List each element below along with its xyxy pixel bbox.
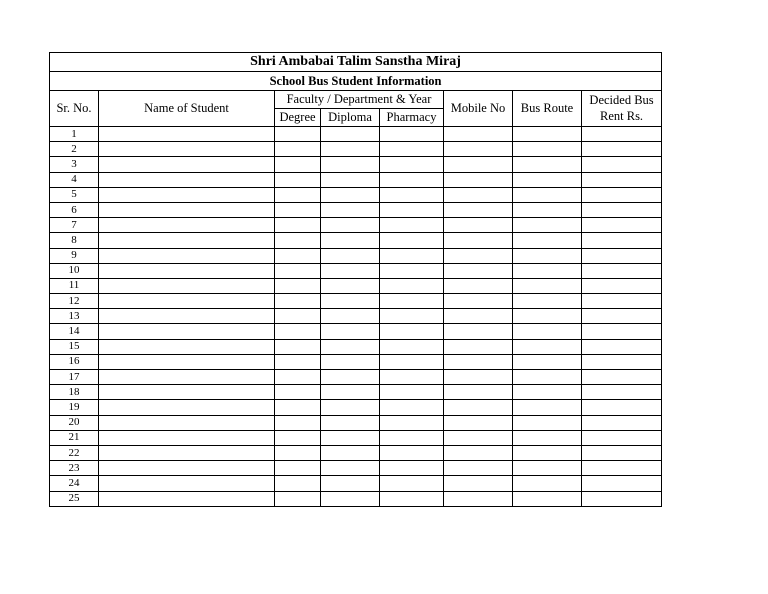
name-cell[interactable]	[99, 248, 275, 263]
rent-cell[interactable]	[582, 127, 662, 142]
pharmacy-cell[interactable]	[380, 248, 444, 263]
table-row	[50, 202, 662, 217]
diploma-cell[interactable]	[321, 400, 380, 415]
header-sr-no: Sr. No.	[50, 91, 99, 127]
table-row	[50, 309, 662, 324]
mobile-cell[interactable]	[444, 157, 513, 172]
mobile-cell[interactable]	[444, 233, 513, 248]
degree-cell[interactable]	[275, 491, 321, 506]
table-row	[50, 370, 662, 385]
name-cell[interactable]	[99, 339, 275, 354]
pharmacy-cell[interactable]	[380, 476, 444, 491]
mobile-cell[interactable]	[444, 385, 513, 400]
name-cell[interactable]	[99, 233, 275, 248]
rent-cell[interactable]	[582, 142, 662, 157]
rent-cell[interactable]	[582, 370, 662, 385]
header-bus-rent: Decided Bus Rent Rs.	[582, 91, 662, 127]
diploma-cell[interactable]	[321, 324, 380, 339]
degree-cell[interactable]	[275, 218, 321, 233]
rent-cell[interactable]	[582, 172, 662, 187]
pharmacy-cell[interactable]	[380, 172, 444, 187]
sr-no-cell: 11	[50, 278, 99, 293]
name-cell[interactable]	[99, 218, 275, 233]
rent-cell[interactable]	[582, 415, 662, 430]
route-cell[interactable]	[513, 445, 582, 460]
name-cell[interactable]	[99, 309, 275, 324]
diploma-cell[interactable]	[321, 127, 380, 142]
route-cell[interactable]	[513, 309, 582, 324]
degree-cell[interactable]	[275, 370, 321, 385]
table-row	[50, 476, 662, 491]
mobile-cell[interactable]	[444, 430, 513, 445]
mobile-cell[interactable]	[444, 202, 513, 217]
name-cell[interactable]	[99, 142, 275, 157]
pharmacy-cell[interactable]	[380, 339, 444, 354]
table-row	[50, 385, 662, 400]
sr-no-cell: 23	[50, 461, 99, 476]
rent-cell[interactable]	[582, 233, 662, 248]
name-cell[interactable]	[99, 127, 275, 142]
pharmacy-cell[interactable]	[380, 430, 444, 445]
route-cell[interactable]	[513, 218, 582, 233]
route-cell[interactable]	[513, 202, 582, 217]
name-cell[interactable]	[99, 445, 275, 460]
pharmacy-cell[interactable]	[380, 294, 444, 309]
degree-cell[interactable]	[275, 461, 321, 476]
diploma-cell[interactable]	[321, 309, 380, 324]
table-row	[50, 233, 662, 248]
pharmacy-cell[interactable]	[380, 491, 444, 506]
name-cell[interactable]	[99, 491, 275, 506]
sr-no-cell: 13	[50, 309, 99, 324]
rent-cell[interactable]	[582, 354, 662, 369]
table-row	[50, 445, 662, 460]
diploma-cell[interactable]	[321, 202, 380, 217]
table-row	[50, 415, 662, 430]
sr-no-cell: 25	[50, 491, 99, 506]
degree-cell[interactable]	[275, 142, 321, 157]
pharmacy-cell[interactable]	[380, 142, 444, 157]
route-cell[interactable]	[513, 491, 582, 506]
diploma-cell[interactable]	[321, 233, 380, 248]
rent-cell[interactable]	[582, 491, 662, 506]
header-mobile-no: Mobile No	[444, 91, 513, 127]
diploma-cell[interactable]	[321, 218, 380, 233]
mobile-cell[interactable]	[444, 445, 513, 460]
student-info-table	[49, 52, 662, 507]
mobile-cell[interactable]	[444, 461, 513, 476]
route-cell[interactable]	[513, 476, 582, 491]
mobile-cell[interactable]	[444, 476, 513, 491]
table-row	[50, 339, 662, 354]
mobile-cell[interactable]	[444, 278, 513, 293]
route-cell[interactable]	[513, 354, 582, 369]
mobile-cell[interactable]	[444, 127, 513, 142]
pharmacy-cell[interactable]	[380, 324, 444, 339]
diploma-cell[interactable]	[321, 430, 380, 445]
diploma-cell[interactable]	[321, 248, 380, 263]
route-cell[interactable]	[513, 127, 582, 142]
pharmacy-cell[interactable]	[380, 278, 444, 293]
route-cell[interactable]	[513, 278, 582, 293]
rent-cell[interactable]	[582, 248, 662, 263]
sr-no-cell: 4	[50, 172, 99, 187]
pharmacy-cell[interactable]	[380, 218, 444, 233]
mobile-cell[interactable]	[444, 339, 513, 354]
route-cell[interactable]	[513, 233, 582, 248]
sr-no-cell: 1	[50, 127, 99, 142]
name-cell[interactable]	[99, 461, 275, 476]
sr-no-cell: 20	[50, 415, 99, 430]
table-row	[50, 400, 662, 415]
sr-no-cell: 6	[50, 202, 99, 217]
pharmacy-cell[interactable]	[380, 233, 444, 248]
table-row	[50, 461, 662, 476]
sr-no-cell: 3	[50, 157, 99, 172]
diploma-cell[interactable]	[321, 142, 380, 157]
name-cell[interactable]	[99, 370, 275, 385]
route-cell[interactable]	[513, 172, 582, 187]
degree-cell[interactable]	[275, 294, 321, 309]
route-cell[interactable]	[513, 248, 582, 263]
sr-no-cell: 7	[50, 218, 99, 233]
name-cell[interactable]	[99, 415, 275, 430]
name-cell[interactable]	[99, 476, 275, 491]
mobile-cell[interactable]	[444, 400, 513, 415]
degree-cell[interactable]	[275, 430, 321, 445]
mobile-cell[interactable]	[444, 415, 513, 430]
header-diploma: Diploma	[321, 109, 380, 127]
route-cell[interactable]	[513, 461, 582, 476]
route-cell[interactable]	[513, 324, 582, 339]
rent-cell[interactable]	[582, 445, 662, 460]
table-row	[50, 157, 662, 172]
degree-cell[interactable]	[275, 278, 321, 293]
table-row	[50, 142, 662, 157]
name-cell[interactable]	[99, 157, 275, 172]
sheet-title: Shri Ambabai Talim Sanstha Miraj	[50, 53, 662, 72]
pharmacy-cell[interactable]	[380, 445, 444, 460]
route-cell[interactable]	[513, 263, 582, 278]
name-cell[interactable]	[99, 354, 275, 369]
diploma-cell[interactable]	[321, 339, 380, 354]
degree-cell[interactable]	[275, 445, 321, 460]
mobile-cell[interactable]	[444, 263, 513, 278]
mobile-cell[interactable]	[444, 142, 513, 157]
name-cell[interactable]	[99, 324, 275, 339]
mobile-cell[interactable]	[444, 324, 513, 339]
rent-cell[interactable]	[582, 218, 662, 233]
sr-no-cell: 18	[50, 385, 99, 400]
diploma-cell[interactable]	[321, 157, 380, 172]
table-row	[50, 218, 662, 233]
route-cell[interactable]	[513, 400, 582, 415]
table-row	[50, 248, 662, 263]
pharmacy-cell[interactable]	[380, 157, 444, 172]
diploma-cell[interactable]	[321, 491, 380, 506]
name-cell[interactable]	[99, 400, 275, 415]
table-row	[50, 278, 662, 293]
degree-cell[interactable]	[275, 400, 321, 415]
name-cell[interactable]	[99, 187, 275, 202]
degree-cell[interactable]	[275, 127, 321, 142]
name-cell[interactable]	[99, 278, 275, 293]
pharmacy-cell[interactable]	[380, 202, 444, 217]
mobile-cell[interactable]	[444, 491, 513, 506]
rent-cell[interactable]	[582, 263, 662, 278]
table-row	[50, 430, 662, 445]
table-row	[50, 127, 662, 142]
pharmacy-cell[interactable]	[380, 187, 444, 202]
pharmacy-cell[interactable]	[380, 354, 444, 369]
header-pharmacy: Pharmacy	[380, 109, 444, 127]
degree-cell[interactable]	[275, 354, 321, 369]
degree-cell[interactable]	[275, 233, 321, 248]
degree-cell[interactable]	[275, 187, 321, 202]
rent-cell[interactable]	[582, 339, 662, 354]
degree-cell[interactable]	[275, 263, 321, 278]
route-cell[interactable]	[513, 370, 582, 385]
name-cell[interactable]	[99, 202, 275, 217]
sr-no-cell: 8	[50, 233, 99, 248]
rent-cell[interactable]	[582, 461, 662, 476]
sr-no-cell: 12	[50, 294, 99, 309]
sr-no-cell: 14	[50, 324, 99, 339]
rent-cell[interactable]	[582, 157, 662, 172]
route-cell[interactable]	[513, 187, 582, 202]
diploma-cell[interactable]	[321, 187, 380, 202]
diploma-cell[interactable]	[321, 172, 380, 187]
route-cell[interactable]	[513, 415, 582, 430]
mobile-cell[interactable]	[444, 354, 513, 369]
pharmacy-cell[interactable]	[380, 400, 444, 415]
diploma-cell[interactable]	[321, 370, 380, 385]
diploma-cell[interactable]	[321, 278, 380, 293]
degree-cell[interactable]	[275, 339, 321, 354]
route-cell[interactable]	[513, 385, 582, 400]
mobile-cell[interactable]	[444, 172, 513, 187]
name-cell[interactable]	[99, 430, 275, 445]
route-cell[interactable]	[513, 430, 582, 445]
sr-no-cell: 24	[50, 476, 99, 491]
diploma-cell[interactable]	[321, 385, 380, 400]
sr-no-cell: 5	[50, 187, 99, 202]
route-cell[interactable]	[513, 294, 582, 309]
pharmacy-cell[interactable]	[380, 127, 444, 142]
mobile-cell[interactable]	[444, 248, 513, 263]
route-cell[interactable]	[513, 339, 582, 354]
rent-cell[interactable]	[582, 187, 662, 202]
rent-cell[interactable]	[582, 309, 662, 324]
name-cell[interactable]	[99, 294, 275, 309]
mobile-cell[interactable]	[444, 309, 513, 324]
degree-cell[interactable]	[275, 385, 321, 400]
header-bus-route: Bus Route	[513, 91, 582, 127]
degree-cell[interactable]	[275, 248, 321, 263]
rent-cell[interactable]	[582, 202, 662, 217]
sheet-subtitle: School Bus Student Information	[50, 72, 662, 91]
name-cell[interactable]	[99, 263, 275, 278]
route-cell[interactable]	[513, 142, 582, 157]
header-name-of-student: Name of Student	[99, 91, 275, 127]
sr-no-cell: 15	[50, 339, 99, 354]
table-row	[50, 354, 662, 369]
rent-cell[interactable]	[582, 400, 662, 415]
table-row	[50, 491, 662, 506]
mobile-cell[interactable]	[444, 294, 513, 309]
degree-cell[interactable]	[275, 324, 321, 339]
degree-cell[interactable]	[275, 309, 321, 324]
table-row	[50, 324, 662, 339]
diploma-cell[interactable]	[321, 461, 380, 476]
header-faculty: Faculty / Department & Year	[275, 91, 444, 109]
sr-no-cell: 17	[50, 370, 99, 385]
diploma-cell[interactable]	[321, 415, 380, 430]
rent-cell[interactable]	[582, 385, 662, 400]
pharmacy-cell[interactable]	[380, 415, 444, 430]
sr-no-cell: 19	[50, 400, 99, 415]
diploma-cell[interactable]	[321, 263, 380, 278]
table-row	[50, 263, 662, 278]
sr-no-cell: 16	[50, 354, 99, 369]
pharmacy-cell[interactable]	[380, 263, 444, 278]
route-cell[interactable]	[513, 157, 582, 172]
rent-cell[interactable]	[582, 294, 662, 309]
degree-cell[interactable]	[275, 202, 321, 217]
table-row	[50, 294, 662, 309]
diploma-cell[interactable]	[321, 354, 380, 369]
header-degree: Degree	[275, 109, 321, 127]
degree-cell[interactable]	[275, 476, 321, 491]
name-cell[interactable]	[99, 172, 275, 187]
rent-cell[interactable]	[582, 278, 662, 293]
pharmacy-cell[interactable]	[380, 461, 444, 476]
mobile-cell[interactable]	[444, 218, 513, 233]
pharmacy-cell[interactable]	[380, 309, 444, 324]
rent-cell[interactable]	[582, 324, 662, 339]
mobile-cell[interactable]	[444, 187, 513, 202]
degree-cell[interactable]	[275, 415, 321, 430]
rent-cell[interactable]	[582, 476, 662, 491]
sr-no-cell: 10	[50, 263, 99, 278]
diploma-cell[interactable]	[321, 445, 380, 460]
table-row	[50, 172, 662, 187]
name-cell[interactable]	[99, 385, 275, 400]
sr-no-cell: 21	[50, 430, 99, 445]
sr-no-cell: 2	[50, 142, 99, 157]
diploma-cell[interactable]	[321, 294, 380, 309]
pharmacy-cell[interactable]	[380, 385, 444, 400]
degree-cell[interactable]	[275, 172, 321, 187]
diploma-cell[interactable]	[321, 476, 380, 491]
sr-no-cell: 22	[50, 445, 99, 460]
degree-cell[interactable]	[275, 157, 321, 172]
rent-cell[interactable]	[582, 430, 662, 445]
pharmacy-cell[interactable]	[380, 370, 444, 385]
sr-no-cell: 9	[50, 248, 99, 263]
mobile-cell[interactable]	[444, 370, 513, 385]
table-row	[50, 187, 662, 202]
